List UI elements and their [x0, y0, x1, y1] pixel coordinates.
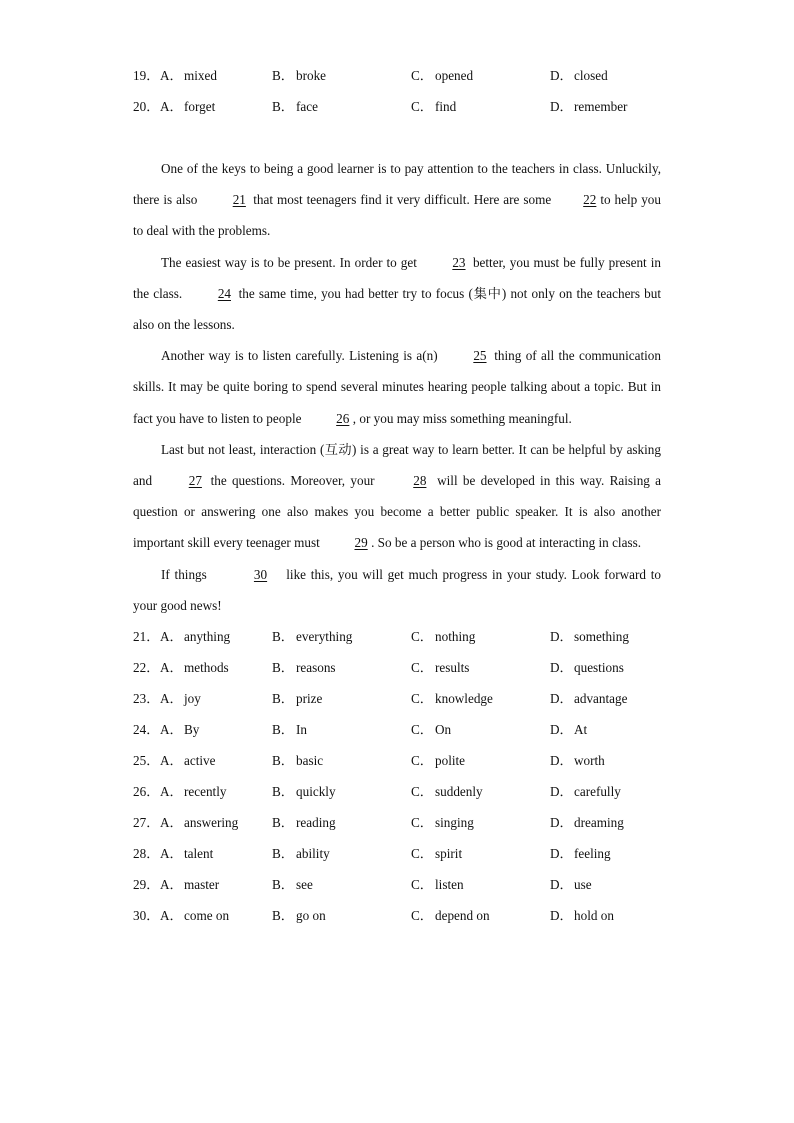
answer-option[interactable]	[160, 745, 272, 776]
option-text: spirit	[435, 846, 463, 862]
option-letter: A．	[160, 722, 183, 738]
option-text: suddenly	[435, 784, 483, 800]
question-row	[133, 683, 661, 714]
answer-option[interactable]	[272, 869, 411, 900]
previous-question-list	[133, 60, 661, 122]
option-letter: D．	[550, 722, 573, 738]
blank-29: 29	[354, 535, 368, 551]
option-letter: B．	[272, 908, 294, 924]
answer-option[interactable]	[550, 714, 661, 745]
option-text: polite	[435, 753, 466, 769]
option-text: reading	[296, 815, 336, 831]
option-letter: C．	[411, 846, 433, 862]
option-letter: A．	[160, 629, 183, 645]
option-letter: C．	[411, 68, 433, 83]
blank-23: 23	[452, 254, 466, 270]
paragraph-3: Another way is to listen carefully. Listening is a(n) 25 thing of all the communication skills. It may be quite boring to spend several minutes hearing people talking about a topic. But in fact you have to listen to people 26 , or you may miss something meaningful.	[133, 340, 661, 434]
option-text: use	[574, 877, 592, 893]
option-text: worth	[574, 753, 605, 769]
option-text: talent	[184, 846, 214, 862]
blank-28: 28	[413, 473, 427, 489]
question-number: 26．	[133, 784, 160, 800]
answer-option[interactable]	[160, 869, 272, 900]
option-text: face	[296, 99, 318, 114]
question-row	[133, 714, 661, 745]
answer-option[interactable]	[411, 652, 550, 683]
answer-option[interactable]	[160, 900, 272, 931]
answer-option[interactable]	[160, 621, 272, 652]
answer-option[interactable]	[411, 807, 550, 838]
option-letter: B．	[272, 691, 294, 707]
question-row	[133, 900, 661, 931]
answer-option[interactable]	[160, 714, 272, 745]
option-letter: C．	[411, 691, 433, 707]
blank-27: 27	[188, 473, 202, 489]
question-row	[133, 869, 661, 900]
answer-option[interactable]	[550, 60, 661, 91]
answer-option[interactable]	[272, 900, 411, 931]
answer-option[interactable]	[411, 60, 550, 91]
option-letter: B．	[272, 99, 294, 114]
option-letter: D．	[550, 784, 573, 800]
question-number: 22．	[133, 660, 160, 676]
answer-option[interactable]	[160, 683, 272, 714]
option-text: everything	[296, 629, 353, 645]
answer-option[interactable]	[411, 776, 550, 807]
option-letter: B．	[272, 753, 294, 769]
answer-option[interactable]	[411, 683, 550, 714]
answer-option[interactable]	[272, 807, 411, 838]
option-letter: D．	[550, 68, 573, 83]
option-text: In	[296, 722, 307, 738]
question-number: 20．	[133, 99, 160, 114]
paragraph-5: If things 30 like this, you will get much progress in your study. Look forward to your good news!	[133, 559, 661, 621]
option-text: broke	[296, 68, 327, 83]
option-text: results	[435, 660, 470, 676]
option-text: something	[574, 629, 629, 645]
question-row	[133, 60, 661, 91]
option-text: carefully	[574, 784, 621, 800]
option-text: ability	[296, 846, 330, 862]
option-text: closed	[574, 68, 608, 83]
question-number: 23．	[133, 691, 160, 707]
option-text: active	[184, 753, 216, 769]
answer-option[interactable]	[411, 714, 550, 745]
option-text: By	[184, 722, 200, 738]
option-text: find	[435, 99, 457, 114]
question-number: 27．	[133, 815, 160, 831]
blank-30: 30	[253, 566, 268, 582]
answer-option[interactable]	[550, 776, 661, 807]
option-text: On	[435, 722, 452, 738]
option-text: joy	[184, 691, 201, 707]
option-letter: A．	[160, 660, 183, 676]
option-letter: D．	[550, 877, 573, 893]
question-number: 24．	[133, 722, 160, 738]
option-letter: A．	[160, 877, 183, 893]
option-letter: C．	[411, 722, 433, 738]
answer-option[interactable]	[411, 91, 550, 122]
option-letter: D．	[550, 753, 573, 769]
answer-option[interactable]	[272, 776, 411, 807]
answer-option[interactable]	[160, 652, 272, 683]
option-text: recently	[184, 784, 227, 800]
option-text: go on	[296, 908, 326, 924]
option-letter: B．	[272, 629, 294, 645]
answer-option[interactable]	[550, 683, 661, 714]
option-letter: B．	[272, 877, 294, 893]
question-number: 30．	[133, 908, 160, 924]
answer-option[interactable]	[160, 91, 272, 122]
answer-option[interactable]	[272, 838, 411, 869]
answer-option[interactable]	[411, 838, 550, 869]
answer-option[interactable]	[272, 621, 411, 652]
option-letter: C．	[411, 660, 433, 676]
option-letter: C．	[411, 877, 433, 893]
option-letter: A．	[160, 691, 183, 707]
option-letter: C．	[411, 753, 433, 769]
answer-option[interactable]	[272, 683, 411, 714]
option-letter: D．	[550, 846, 573, 862]
option-letter: C．	[411, 784, 433, 800]
option-letter: D．	[550, 908, 573, 924]
option-letter: A．	[160, 784, 183, 800]
option-text: forget	[184, 99, 216, 114]
answer-option[interactable]	[272, 60, 411, 91]
blank-26: 26	[336, 410, 350, 426]
option-text: hold on	[574, 908, 614, 924]
answer-option[interactable]	[272, 91, 411, 122]
question-row	[133, 652, 661, 683]
option-text: answering	[184, 815, 239, 831]
option-letter: C．	[411, 629, 433, 645]
answer-option[interactable]	[550, 807, 661, 838]
option-text: see	[296, 877, 313, 893]
answer-option[interactable]	[550, 652, 661, 683]
option-letter: B．	[272, 784, 294, 800]
question-row	[133, 621, 661, 652]
option-letter: A．	[160, 753, 183, 769]
question-list	[133, 621, 661, 931]
option-letter: B．	[272, 722, 294, 738]
question-row	[133, 745, 661, 776]
option-text: questions	[574, 660, 624, 676]
answer-option[interactable]	[550, 869, 661, 900]
answer-option[interactable]	[550, 838, 661, 869]
option-text: knowledge	[435, 691, 493, 707]
paragraph-2: The easiest way is to be present. In order to get 23 better, you must be fully present in the class. 24 the same time, you had better try to focus (集中) not only on the teachers but also on the lessons.	[133, 247, 661, 341]
option-text: nothing	[435, 629, 476, 645]
answer-option[interactable]	[160, 838, 272, 869]
option-letter: B．	[272, 815, 294, 831]
option-text: anything	[184, 629, 231, 645]
option-text: mixed	[184, 68, 217, 83]
option-letter: D．	[550, 660, 573, 676]
blank-21: 21	[232, 192, 246, 208]
question-row	[133, 807, 661, 838]
answer-option[interactable]	[550, 745, 661, 776]
option-text: come on	[184, 908, 230, 924]
answer-option[interactable]	[160, 776, 272, 807]
blank-22: 22	[583, 192, 597, 208]
option-text: basic	[296, 753, 324, 769]
paragraph-1: One of the keys to being a good learner is to pay attention to the teachers in class. Unluckily, there is also 21 that most teenagers find it very difficult. Here are some 22 to help you to deal with the problems.	[133, 161, 661, 239]
option-text: singing	[435, 815, 474, 831]
answer-option[interactable]	[411, 745, 550, 776]
option-text: listen	[435, 877, 464, 893]
answer-option[interactable]	[160, 807, 272, 838]
option-letter: B．	[272, 846, 294, 862]
answer-option[interactable]	[411, 621, 550, 652]
blank-25: 25	[473, 348, 487, 364]
answer-option[interactable]	[272, 714, 411, 745]
answer-option[interactable]	[411, 900, 550, 931]
cloze-passage	[133, 153, 661, 621]
question-number: 28．	[133, 846, 160, 862]
option-letter: A．	[160, 908, 183, 924]
option-text: methods	[184, 660, 229, 676]
exam-page	[133, 60, 661, 931]
option-letter: A．	[160, 846, 183, 862]
option-letter: D．	[550, 99, 573, 114]
option-letter: D．	[550, 815, 573, 831]
option-text: remember	[574, 99, 628, 114]
question-row	[133, 838, 661, 869]
answer-option[interactable]	[550, 900, 661, 931]
option-letter: C．	[411, 815, 433, 831]
option-letter: C．	[411, 99, 433, 114]
option-text: quickly	[296, 784, 336, 800]
option-text: depend on	[435, 908, 490, 924]
option-letter: A．	[160, 68, 183, 83]
question-row	[133, 776, 661, 807]
blank-24: 24	[217, 285, 231, 301]
option-text: At	[574, 722, 588, 738]
question-number: 19．	[133, 68, 160, 83]
question-number: 29．	[133, 877, 160, 893]
question-number: 25．	[133, 753, 160, 769]
option-letter: A．	[160, 99, 183, 114]
option-letter: D．	[550, 691, 573, 707]
option-text: opened	[435, 68, 474, 83]
option-letter: B．	[272, 68, 294, 83]
option-text: master	[184, 877, 220, 893]
paragraph-4: Last but not least, interaction (互动) is a great way to learn better. It can be helpful by asking and 27 the questions. Moreover, your 28 will be developed in this way. Raising a question or answering one also makes you become a better public speaker. It is also another important skill every teenager must 29 . So be a person who is good at interacting in class.	[133, 434, 661, 559]
answer-option[interactable]	[411, 869, 550, 900]
option-text: reasons	[296, 660, 336, 676]
question-row	[133, 91, 661, 122]
option-letter: C．	[411, 908, 433, 924]
option-text: feeling	[574, 846, 611, 862]
question-number: 21．	[133, 629, 160, 645]
option-letter: A．	[160, 815, 183, 831]
option-text: advantage	[574, 691, 628, 707]
answer-option[interactable]	[160, 60, 272, 91]
answer-option[interactable]	[272, 745, 411, 776]
option-text: prize	[296, 691, 323, 707]
option-letter: B．	[272, 660, 294, 676]
option-letter: D．	[550, 629, 573, 645]
answer-option[interactable]	[550, 621, 661, 652]
answer-option[interactable]	[550, 91, 661, 122]
answer-option[interactable]	[272, 652, 411, 683]
option-text: dreaming	[574, 815, 624, 831]
